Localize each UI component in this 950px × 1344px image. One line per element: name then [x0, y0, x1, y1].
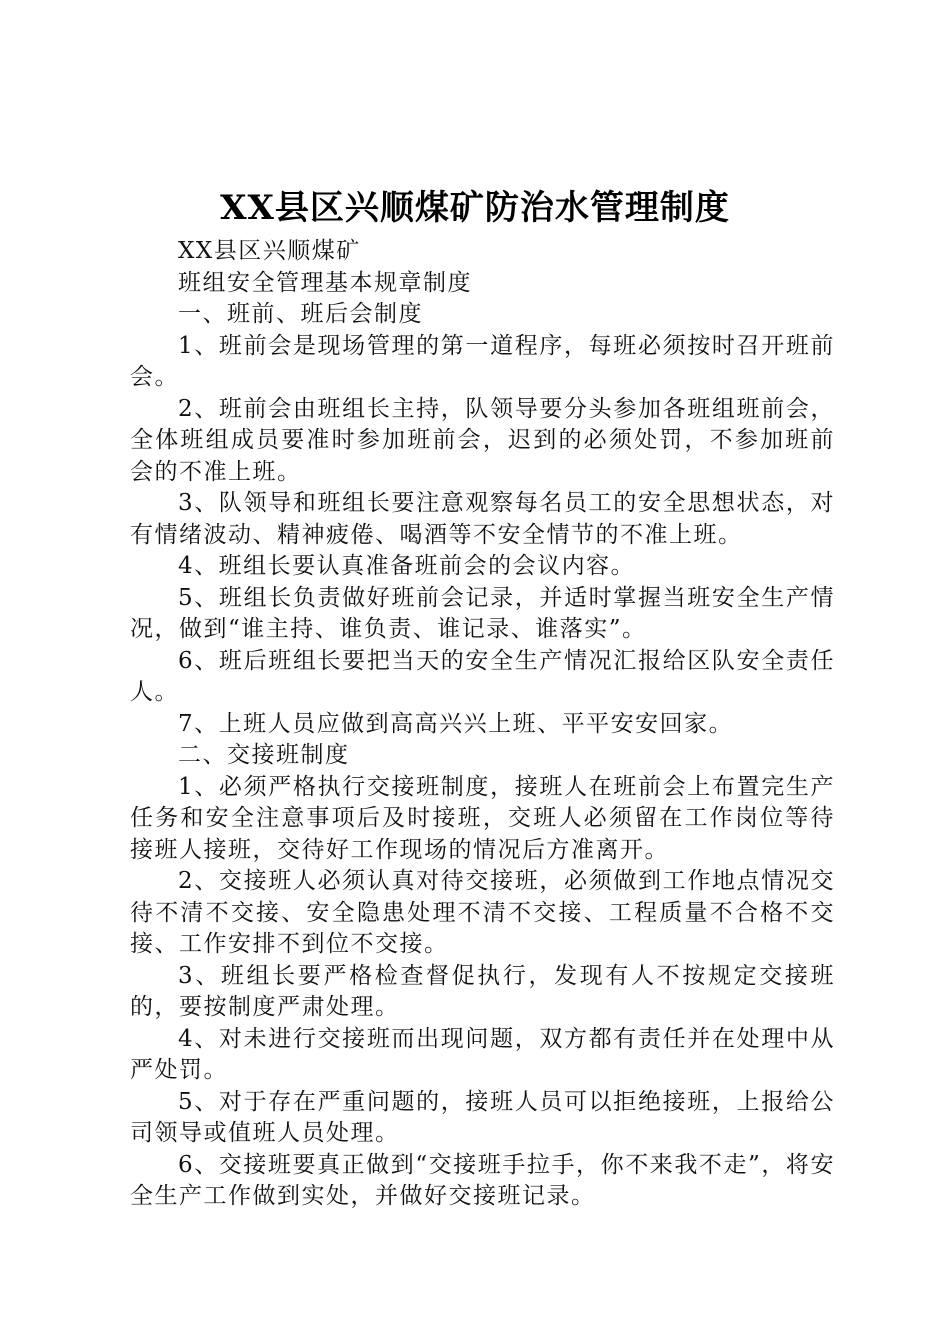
paragraph: 4、班组长要认真准备班前会的会议内容。: [178, 553, 636, 579]
paragraph: 1、班前会是现场管理的第一道程序，每班必须按时召开班前会。: [130, 332, 835, 390]
section-heading-1: 一、班前、班后会制度: [178, 301, 423, 327]
paragraph: 3、班组长要严格检查督促执行，发现有人不按规定交接班的，要按制度严肃处理。: [130, 962, 835, 1020]
document-body: [130, 236, 835, 1213]
paragraph: 2、班前会由班组长主持，队领导要分头参加各班组班前会，全体班组成员要准时参加班前会，迟到的必须处罚，不参加班前会的不准上班。: [130, 395, 835, 485]
paragraph: 1、必须严格执行交接班制度，接班人在班前会上布置完生产任务和安全注意事项后及时接班，交班人必须留在工作岗位等待接班人接班，交待好工作现场的情况后方准离开。: [130, 773, 835, 863]
paragraph: 7、上班人员应做到高高兴兴上班、平平安安回家。: [178, 710, 734, 737]
paragraph: 6、交接班要真正做到“交接班手拉手，你不来我不走”，将安全生产工作做到实处，并做好交接班记录。: [130, 1151, 835, 1209]
paragraph: 5、班组长负责做好班前会记录，并适时掌握当班安全生产情况，做到“谁主持、谁负责、谁记录、谁落实”。: [130, 584, 835, 642]
paragraph: 2、交接班人必须认真对待交接班，必须做到工作地点情况交待不清不交接、安全隐患处理不清不交接、工程质量不合格不交接、工作安排不到位不交接。: [130, 868, 835, 957]
paragraph: 3、队领导和班组长要注意观察每名员工的安全思想状态，对有情绪波动、精神疲倦、喝酒等不安全情节的不准上班。: [130, 490, 835, 548]
document-title: XX县区兴顺煤矿防治水管理制度: [220, 188, 730, 228]
section-heading-2: 二、交接班制度: [178, 742, 350, 768]
paragraph: 6、班后班组长要把当天的安全生产情况汇报给区队安全责任人。: [130, 647, 835, 705]
paragraph: 4、对未进行交接班而出现问题，双方都有责任并在处理中从严处罚。: [130, 1025, 835, 1083]
paragraph: 5、对于存在严重问题的，接班人员可以拒绝接班，上报给公司领导或值班人员处理。: [130, 1088, 835, 1146]
paragraph-mine-name: XX县区兴顺煤矿: [178, 238, 361, 264]
paragraph-subtitle: 班组安全管理基本规章制度: [178, 269, 472, 296]
